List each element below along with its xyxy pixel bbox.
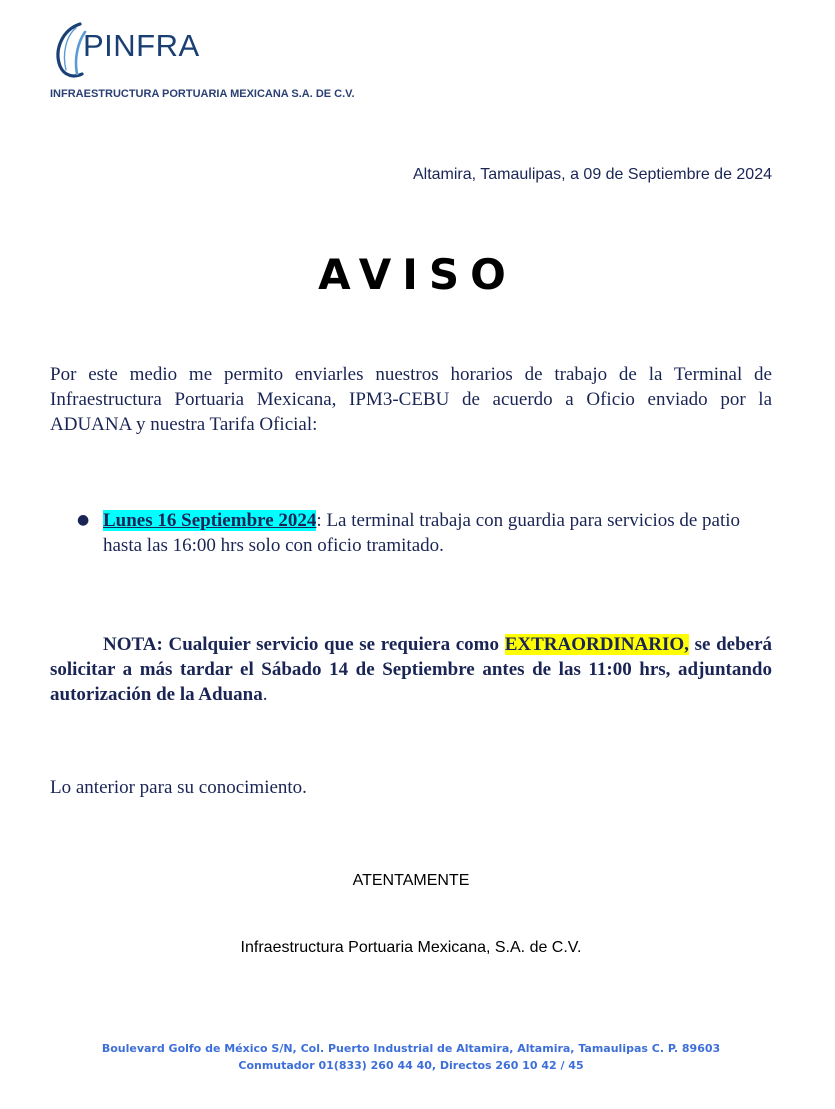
- footer: [0, 1040, 822, 1074]
- nota-prefix: NOTA: Cualquier servicio que se requiera como: [103, 634, 505, 655]
- pinfra-logo: [52, 20, 222, 82]
- logo-wordmark: PINFRA: [83, 28, 200, 63]
- company-name-header: INFRAESTRUCTURA PORTUARIA MEXICANA S.A. DE C.V.: [50, 88, 355, 100]
- closing-line: Lo anterior para su conocimiento.: [50, 777, 307, 798]
- schedule-description: : La terminal trabaja con guardia para servicios de patio hasta las 16:00 hrs solo con oficio tramitado.: [103, 510, 741, 556]
- intro-paragraph: Por este medio me permito enviarles nuestros horarios de trabajo de la Terminal de Infraestructura Portuaria Mexicana, IPM3-CEBU de acuerdo a Oficio enviado por la ADUANA y nuestra Tarifa Oficial:: [50, 364, 772, 435]
- nota-highlight: EXTRAORDINARIO,: [504, 634, 689, 655]
- footer-address: Boulevard Golfo de México S/N, Col. Puerto Industrial de Altamira, Altamira, Tamaulipas C. P. 89603: [101, 1042, 721, 1055]
- schedule-date: Lunes 16 Septiembre 2024: [103, 510, 317, 531]
- footer-phones: Conmutador 01(833) 260 44 40, Directos 260 10 42 / 45: [238, 1059, 584, 1072]
- signature-line: Infraestructura Portuaria Mexicana, S.A. de C.V.: [240, 939, 582, 956]
- nota-paragraph: [50, 632, 772, 707]
- list-item: [50, 508, 772, 558]
- regards-line: ATENTAMENTE: [352, 872, 470, 889]
- date-line: Altamira, Tamaulipas, a 09 de Septiembre de 2024: [412, 166, 772, 183]
- nota-end: .: [262, 684, 268, 705]
- bullet-icon: ●: [77, 512, 90, 528]
- schedule-list: [50, 508, 772, 558]
- nota-rest: se deberá solicitar a más tardar el Sábado 14 de Septiembre antes de las 11:00 hrs, adjuntando autorización de la Aduana: [50, 634, 772, 705]
- notice-title: AVISO: [318, 250, 517, 299]
